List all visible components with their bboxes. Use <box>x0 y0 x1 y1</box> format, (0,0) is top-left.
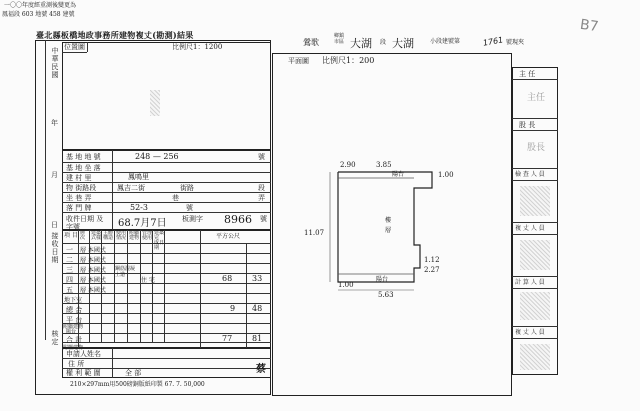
door-label: 落 門 牌 <box>66 204 92 212</box>
stamp-inspector <box>520 186 550 216</box>
margin-roc: 中華民國 <box>51 47 59 79</box>
address-suffix: 號現夾 <box>506 39 525 46</box>
street-label: 物 街路段 <box>66 184 97 192</box>
row-sum-int: 9 <box>230 304 236 313</box>
door-unit: 號 <box>186 204 193 212</box>
door-value: 52-3 <box>130 203 148 212</box>
plan-center-1: 樓 <box>385 217 392 224</box>
floor-plan-scale: 比例尺1：200 <box>322 56 375 65</box>
row-platform: 平 台 <box>66 316 83 324</box>
stamp-surveyor <box>520 240 550 270</box>
balcony-top: 陽台 <box>392 171 405 178</box>
hdr-use: 使用 情況 <box>116 230 127 241</box>
receive-date: 68.7月7日 <box>118 218 167 229</box>
margin-month: 月 <box>51 171 58 179</box>
hdr-item: 項 目 <box>64 232 78 239</box>
margin-approve: 核定 <box>51 330 59 346</box>
row-total: 合 計 <box>66 336 83 344</box>
official-calculator: 計 算 人 員 <box>515 279 545 286</box>
hdr-attached: 附屬 建物 <box>129 230 140 241</box>
row-floor1: 一 <box>66 246 73 254</box>
hdr-complete: 建築完 成日期 <box>154 230 165 251</box>
row-attach-sub: 陽台 <box>66 329 77 335</box>
applicant-addr-label: 住 所 <box>68 360 85 368</box>
row-floor4-area-dec: 33 <box>252 274 263 283</box>
dim-top-mid: 3.85 <box>376 161 392 169</box>
street-value: 鳳吉二街 <box>117 184 145 192</box>
address-town-type: 鄉鎮市區 <box>334 33 345 45</box>
row-total-int: 77 <box>222 334 233 343</box>
applicant-right-value: 全 部 <box>125 369 142 377</box>
receive-word: 板測字 <box>182 215 203 223</box>
row-floor4-type: 層 本國式 <box>80 277 106 284</box>
applicant-name-label: 申請人姓名 <box>66 350 101 358</box>
official-resurveyor: 複 丈 人 員 <box>515 329 545 336</box>
stamp-section-chief: 股長 <box>527 143 546 153</box>
applicant-right-label: 權 利 範 圍 <box>66 369 101 377</box>
floor-plan-label: 平面圖 <box>288 57 309 65</box>
land-no-label: 基 地 地 號 <box>66 153 101 161</box>
row-floor1-type: 層 本國式 <box>80 247 106 254</box>
location-map-scale: 比例尺1：1200 <box>172 43 223 51</box>
location-map-label: 位置圖 <box>64 43 85 51</box>
margin-day: 日 <box>51 221 58 229</box>
hdr-style: 建築 式樣 <box>91 230 102 241</box>
address-section1: 大湖 <box>350 37 372 50</box>
dim-bottom: 5.63 <box>378 291 394 299</box>
row-floor2: 二 <box>66 256 73 264</box>
corner-note-line2: 鳳福段 603 地號 458 建號 <box>2 11 75 18</box>
alley-unit1: 巷 <box>172 194 179 202</box>
row-total-dec: 81 <box>252 334 263 343</box>
address-section-mark: 段 <box>380 39 387 46</box>
official-section-chief: 股 長 <box>519 121 536 129</box>
margin-receive-date: 接收日期 <box>51 232 59 264</box>
hdr-structure: 主體 構造 <box>103 230 114 241</box>
stamp-director: 主任 <box>527 93 546 103</box>
address-subsection: 小段建號第 <box>430 38 461 45</box>
corner-note-line1: 一〇〇年度經重測後變更為 <box>4 2 77 9</box>
alley-label: 坐 巷 弄 <box>66 194 92 202</box>
stamp-resurveyor <box>520 344 550 370</box>
handwritten-mark: B7 <box>578 16 600 36</box>
footer-print-note: 210×297mm用500磅銅版紙印製 67. 7. 50,000 <box>70 381 205 388</box>
land-no-unit: 號 <box>258 153 265 161</box>
location-map-stamp <box>150 90 160 116</box>
applicant-signature: 蔡 <box>256 364 266 375</box>
village-label: 建 村 里 <box>66 174 92 182</box>
hdr-floor: 層 次 <box>80 230 86 241</box>
land-mark-label: 基 地 坐 落 <box>66 164 101 172</box>
row-underground: 地下室 <box>64 297 83 304</box>
official-inspector: 檢 查 人 員 <box>515 171 545 178</box>
village-value: 鳳鳴里 <box>128 173 149 181</box>
dim-right-1: 1.12 <box>424 256 440 264</box>
dim-left: 11.07 <box>304 229 325 237</box>
row-attach: 附屬建物 <box>63 324 84 330</box>
plan-center-2: 層 <box>385 227 392 234</box>
row-floor4-material: 鋼筋混凝土造 <box>115 266 136 278</box>
receive-unit: 號 <box>260 215 267 223</box>
dim-top-right: 1.00 <box>438 171 454 179</box>
dim-right-2: 2.27 <box>424 266 440 274</box>
land-no: 248 — 256 <box>135 152 179 161</box>
row-floor3-type: 層 本國式 <box>80 267 106 274</box>
hdr-area: 平方公尺 <box>216 233 241 240</box>
alley-unit2: 弄 <box>258 194 265 202</box>
row-floor5-type: 層 本國式 <box>80 287 106 294</box>
address-section2: 大湖 <box>392 37 414 50</box>
margin-year: 年 <box>51 119 58 127</box>
dim-bottom-left: 1.00 <box>338 281 354 289</box>
street-unit: 街路 <box>180 184 194 192</box>
row-floor5: 五 <box>66 286 73 294</box>
address-number: 1761 <box>482 35 504 48</box>
stamp-calculator <box>520 292 550 320</box>
document-title: 臺北縣板橋地政事務所建物複丈(勘測)結果 <box>36 30 194 40</box>
official-surveyor: 複 丈 人 員 <box>515 225 545 232</box>
address-town: 鶯歌 <box>303 38 319 47</box>
balcony-bottom: 陽台 <box>376 276 389 283</box>
row-floor3: 三 <box>66 266 73 274</box>
hdr-manage: 管理 使用 <box>142 230 153 241</box>
street-end: 段 <box>258 184 265 192</box>
row-sum-dec: 48 <box>252 304 263 313</box>
official-director: 主 任 <box>519 70 536 78</box>
row-floor4-use: 住 宅 <box>141 277 155 284</box>
row-floor2-type: 層 本國式 <box>80 257 106 264</box>
row-floor4-area-int: 68 <box>222 274 233 283</box>
row-sum: 總 合 <box>66 306 83 314</box>
row-note: 附屬建物 <box>63 345 84 351</box>
row-floor4: 四 <box>66 276 73 284</box>
receive-no: 8966 <box>224 213 252 226</box>
location-map-area <box>62 42 271 150</box>
receive-label: 收件日期 及字號 <box>66 215 104 231</box>
dim-top-left: 2.90 <box>340 161 356 169</box>
